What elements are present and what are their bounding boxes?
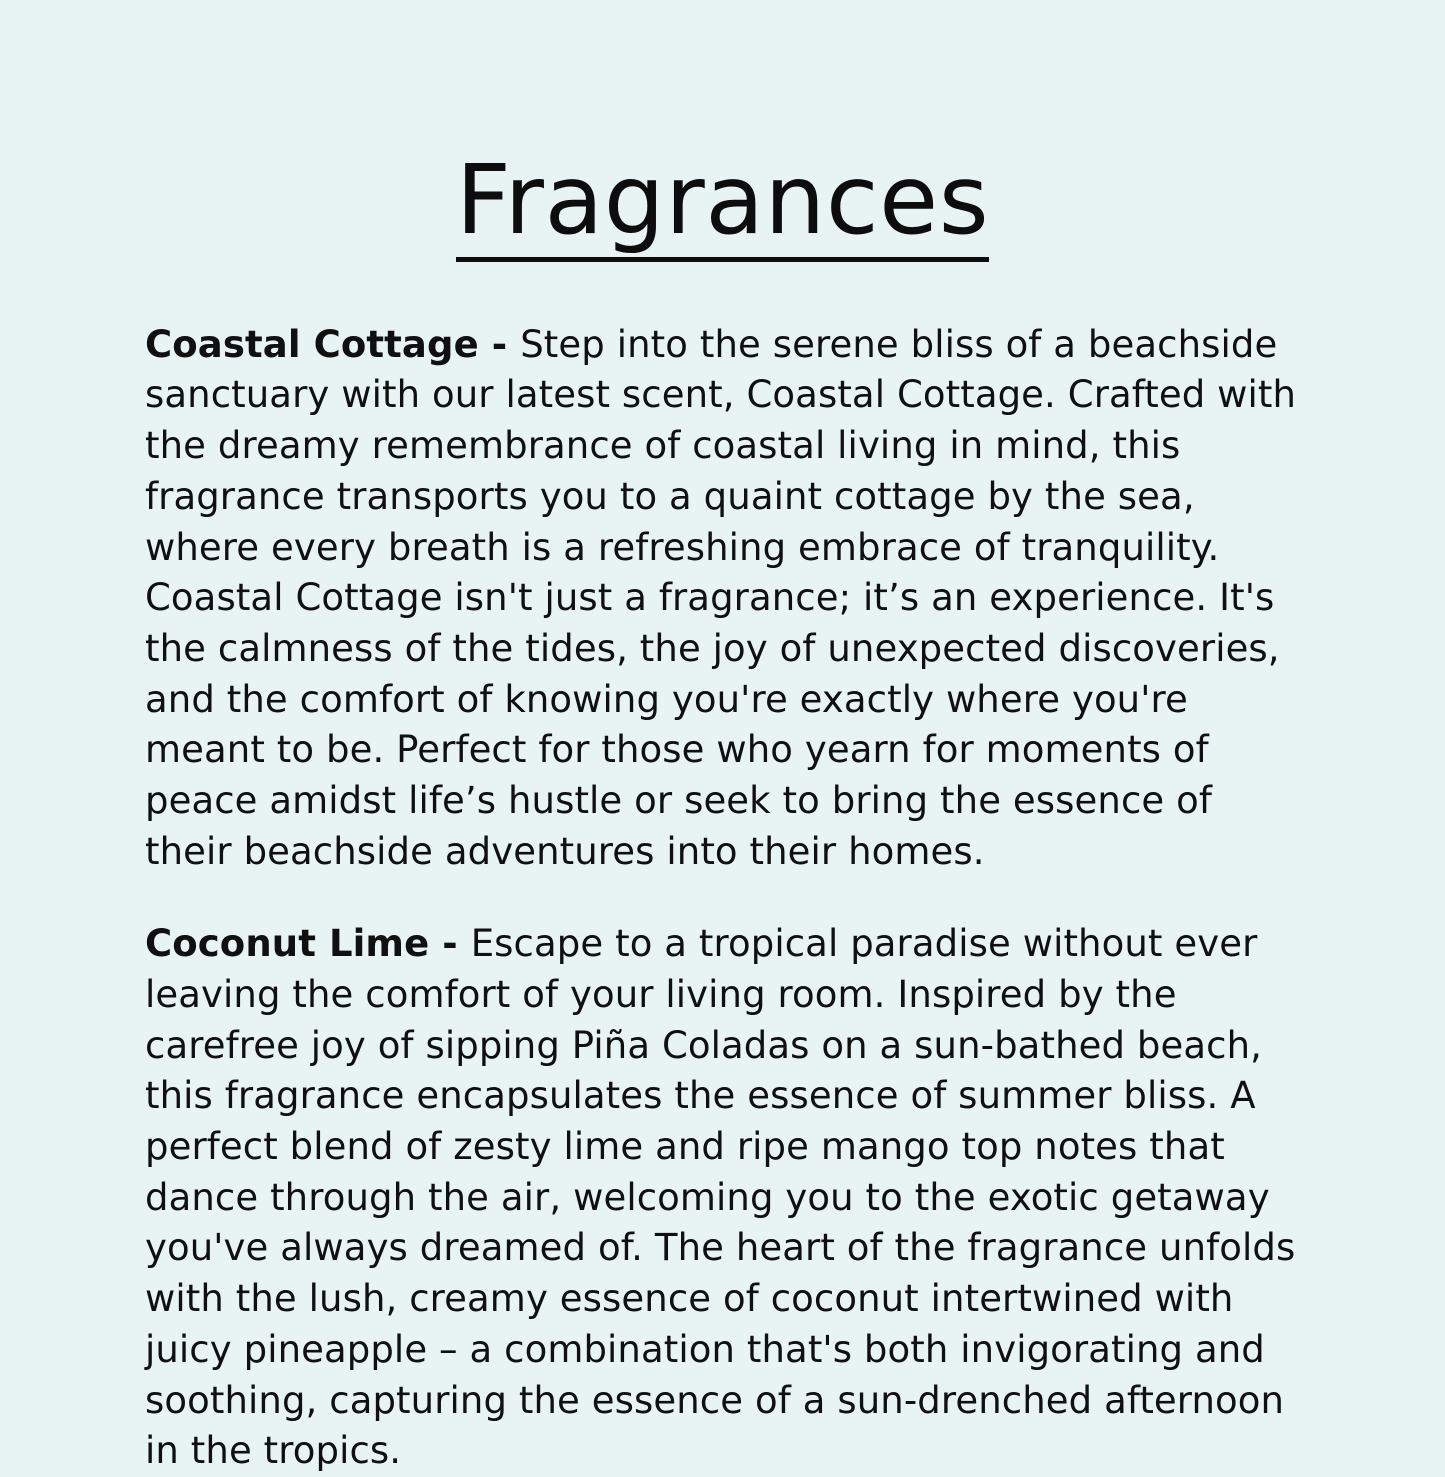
page-title — [145, 144, 1300, 262]
page-title-text: Fragrances — [456, 150, 989, 262]
fragrance-name: Coconut Lime - — [145, 922, 471, 966]
fragrance-entry-coconut-lime — [145, 919, 1300, 1477]
fragrance-description: Step into the serene bliss of a beachside sanctuary with our latest scent, Coastal Cottage. Crafted with the dreamy remembrance of coastal living in mind, this fragrance transports you to a quaint cottage by the sea, where every breath is a refreshing embrace of tranquility. Coastal Cottage isn't just a fragrance; it’s an experience. It's the calmness of the tides, the joy of unexpected discoveries, and the comfort of knowing you're exactly where you're meant to be. Perfect for those who yearn for moments of peace amidst life’s hustle or seek to bring the essence of their beachside adventures into their homes. — [145, 322, 1297, 873]
fragrance-description: Escape to a tropical paradise without ever leaving the comfort of your living room. Inspired by the carefree joy of sipping Piña Coladas on a sun-bathed beach, this fragrance encapsulates the essence of summer bliss. A perfect blend of zesty lime and ripe mango top notes that dance through the air, welcoming you to the exotic getaway you've always dreamed of. The heart of the fragrance unfolds with the lush, creamy essence of coconut intertwined with juicy pineapple – a combination that's both invigorating and soothing, capturing the essence of a sun-drenched afternoon in the tropics. — [145, 922, 1296, 1473]
fragrance-entry-coastal-cottage — [145, 320, 1300, 878]
fragrance-name: Coastal Cottage - — [145, 322, 521, 366]
